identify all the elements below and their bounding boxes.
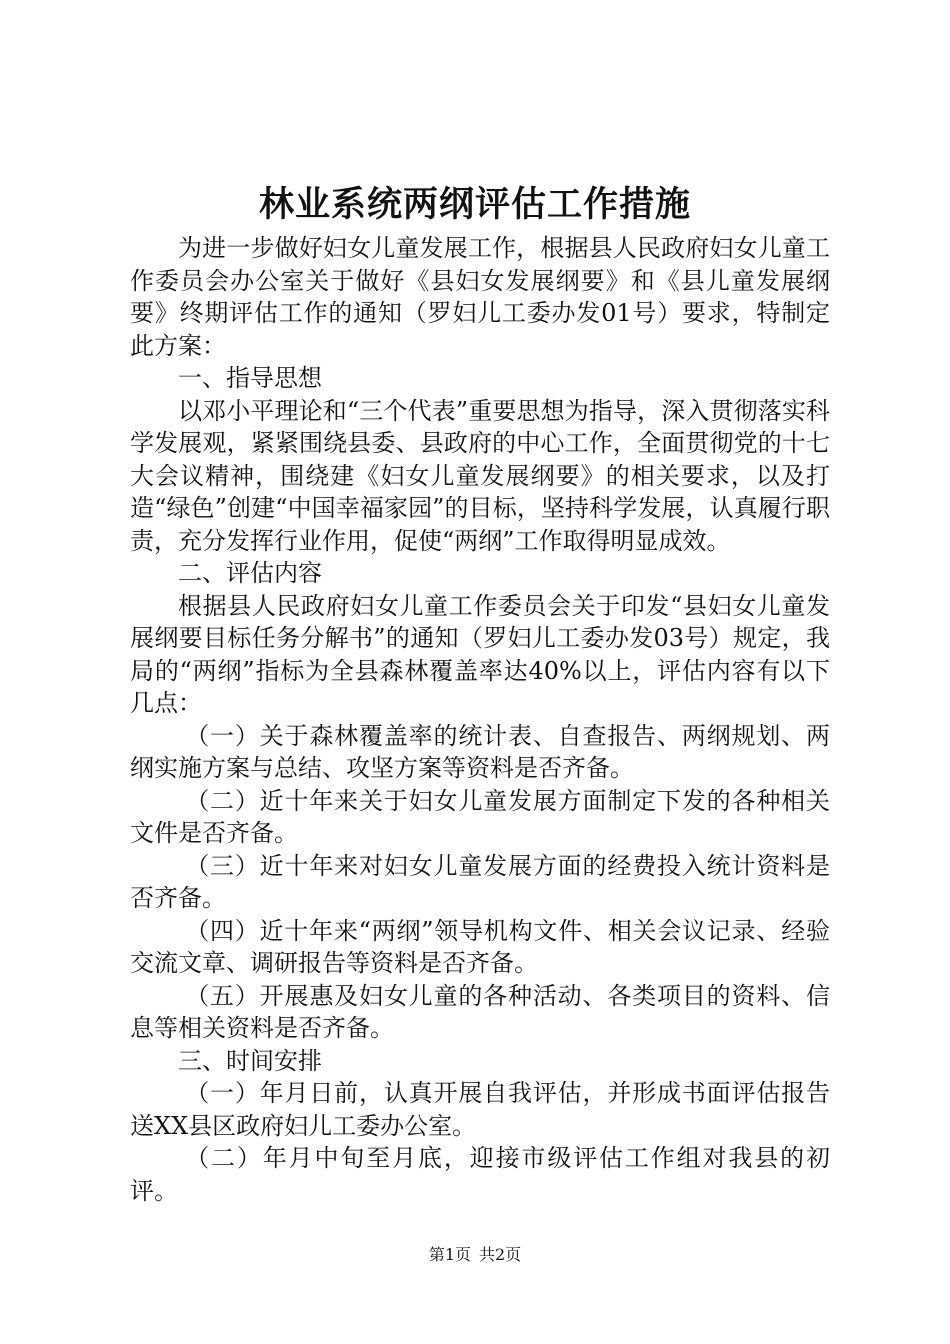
list-item-evaluation-4: （四）近十年来“两纲”领导机构文件、相关会议记录、经验交流文章、调研报告等资料是否齐备。 bbox=[130, 916, 830, 977]
page-number: 第1页 bbox=[428, 1245, 471, 1264]
paragraph-intro: 为进一步做好妇女儿童发展工作，根据县人民政府妇女儿童工作委员会办公室关于做好《县妇女发展纲要》和《县儿童发展纲要》终期评估工作的通知（罗妇儿工委办发01号）要求，特制定此方案： bbox=[130, 234, 830, 360]
document-body bbox=[130, 232, 830, 1207]
list-item-evaluation-3: （三）近十年来对妇女儿童发展方面的经费投入统计资料是否齐备。 bbox=[130, 851, 830, 912]
list-item-schedule-1: （一）年月日前，认真开展自我评估，并形成书面评估报告送XX县区政府妇儿工委办公室。 bbox=[130, 1079, 830, 1140]
paragraph-guiding-ideology: 以邓小平理论和“三个代表”重要思想为指导，深入贯彻落实科学发展观，紧紧围绕县委、县政府的中心工作，全面贯彻党的十七大会议精神，围绕建《妇女儿童发展纲要》的相关要求，以及打造“绿色”创建“中国幸福家园”的目标，坚持科学发展，认真履行职责，充分发挥行业作用，促使“两纲”工作取得明显成效。 bbox=[130, 396, 830, 555]
section-heading-guiding-ideology: 一、指导思想 bbox=[178, 364, 322, 392]
list-item-evaluation-2: （二）近十年来关于妇女儿童发展方面制定下发的各种相关文件是否齐备。 bbox=[130, 786, 830, 847]
section-heading-evaluation-content: 二、评估内容 bbox=[178, 559, 322, 587]
page-footer bbox=[0, 1245, 950, 1265]
list-item-schedule-2: （二）年月中旬至月底，迎接市级评估工作组对我县的初评。 bbox=[130, 1144, 830, 1205]
paragraph-evaluation-content: 根据县人民政府妇女儿童工作委员会关于印发“县妇女儿童发展纲要目标任务分解书”的通知（罗妇儿工委办发03号）规定，我局的“两纲”指标为全县森林覆盖率达40%以上，评估内容有以下几点： bbox=[130, 591, 830, 717]
section-heading-schedule: 三、时间安排 bbox=[178, 1046, 322, 1075]
page-total: 共2页 bbox=[479, 1245, 522, 1264]
list-item-evaluation-1: （一）关于森林覆盖率的统计表、自查报告、两纲规划、两纲实施方案与总结、攻坚方案等资料是否齐备。 bbox=[130, 721, 830, 782]
list-item-evaluation-5: （五）开展惠及妇女儿童的各种活动、各类项目的资料、信息等相关资料是否齐备。 bbox=[130, 981, 830, 1042]
document-title: 林业系统两纲评估工作措施 bbox=[258, 184, 691, 225]
